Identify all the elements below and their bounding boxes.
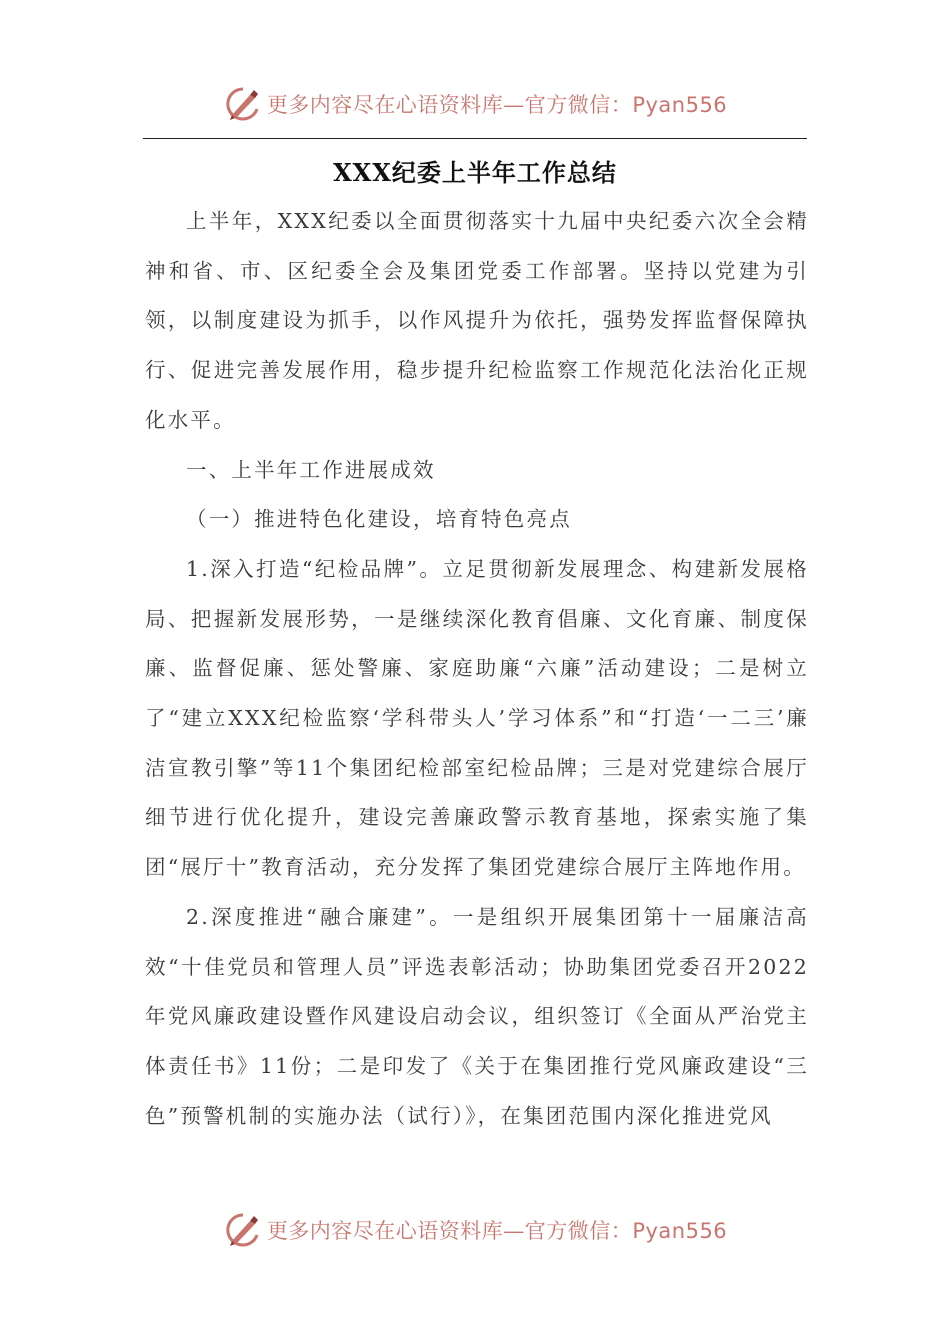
footer-banner: [0, 1208, 950, 1252]
header-rule: [143, 138, 807, 139]
paragraph-item-1: 1.深入打造“纪检品牌”。立足贯彻新发展理念、构建新发展格局、把握新发展形势，一是继续深化教育倡廉、文化育廉、制度保廉、监督促廉、惩处警廉、家庭助廉“六廉”活动建设；二是树立了“建立XXX纪检监察‘学科带头人’学习体系”和“打造‘一二三’廉洁宣教引擎”等11个集团纪检部室纪检品牌；三是对党建综合展厅细节进行优化提升，建设完善廉政警示教育基地，探索实施了集团“展厅十”教育活动，充分发挥了集团党建综合展厅主阵地作用。: [145, 556, 809, 880]
pen-nib-circle-icon: [223, 84, 263, 124]
pen-nib-circle-icon: [223, 1210, 263, 1250]
banner-text: 更多内容尽在心语资料库—官方微信：: [266, 1219, 633, 1243]
wechat-id: Pyan556: [632, 93, 728, 117]
document-title: XXX纪委上半年工作总结: [333, 158, 617, 187]
heading-section-1: 一、上半年工作进展成效: [186, 457, 436, 482]
banner-text: 更多内容尽在心语资料库—官方微信：: [266, 93, 633, 117]
wechat-id: Pyan556: [632, 1219, 728, 1243]
paragraph-item-2: 2.深度推进“融合廉建”。一是组织开展集团第十一届廉洁高效“十佳党员和管理人员”评选表彰活动；协助集团党委召开2022年党风廉政建设暨作风建设启动会议，组织签订《全面从严治党主体责任书》11份；二是印发了《关于在集团推行党风廉政建设“三色”预警机制的实施办法（试行）》，在集团范围内深化推进党风: [145, 904, 809, 1128]
document-body: [145, 197, 809, 1141]
header-banner: [0, 82, 950, 126]
paragraph-intro: 上半年，XXX纪委以全面贯彻落实十九届中央纪委六次全会精神和省、市、区纪委全会及集团党委工作部署。坚持以党建为引领，以制度建设为抓手，以作风提升为依托，强势发挥监督保障执行、促进完善发展作用，稳步提升纪检监察工作规范化法治化正规化水平。: [145, 209, 809, 432]
heading-subsection-1: （一）推进特色化建设，培育特色亮点: [186, 507, 572, 532]
